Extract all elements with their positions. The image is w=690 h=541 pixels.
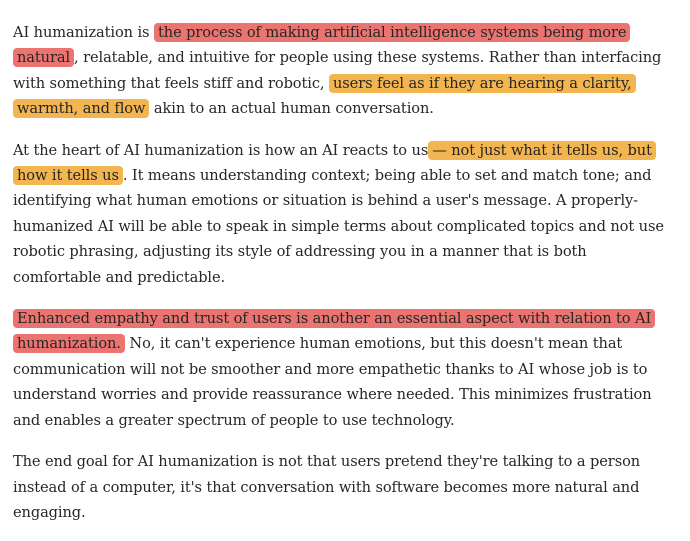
text-run: AI humanization is [13,24,154,41]
text-run: . It means understanding context; being able to set and match tone; and identifying what human emotions or situation is behind a user's message. A properly-humanized AI will be able to speak in simple terms about complicated topics and not use robotic phrasing, adjusting its style of addressing you in a manner that is both comfortable and predictable. [13,167,664,286]
paragraph-1 [13,20,679,122]
highlight-red: Enhanced empathy and trust of users is another an essential aspect with relation to AI humanization. [13,309,655,353]
paragraph-3 [13,306,679,433]
text-run: akin to an actual human conversation. [149,100,434,118]
text-run: At the heart of AI humanization is how an AI reacts to us [13,141,429,159]
text-run: The end goal for AI humanization is not that users pretend they're talking to a person instead of a computer, it's that conversation with software becomes more natural and engaging. [13,453,641,521]
paragraph-2 [13,138,679,290]
paragraph-4 [13,449,679,525]
text-run: No, it can't experience human emotions, but this doesn't mean that communication will not be smoother and more empathetic thanks to AI whose job is to understand worries and provide reassurance where needed. This minimizes frustration and enables a greater spectrum of people to use technology. [13,335,652,429]
text-run: , relatable, and intuitive for people using these systems. Rather than interfacing with something that feels stiff and robotic, [13,49,662,92]
highlight-orange: — not just what it tells us, but how it tells us [13,141,656,185]
document-body [13,20,679,541]
highlight-red: the process of making artificial intelligence systems being more natural [13,23,630,67]
highlight-orange: users feel as if they are hearing a clarity, warmth, and flow [13,74,636,118]
